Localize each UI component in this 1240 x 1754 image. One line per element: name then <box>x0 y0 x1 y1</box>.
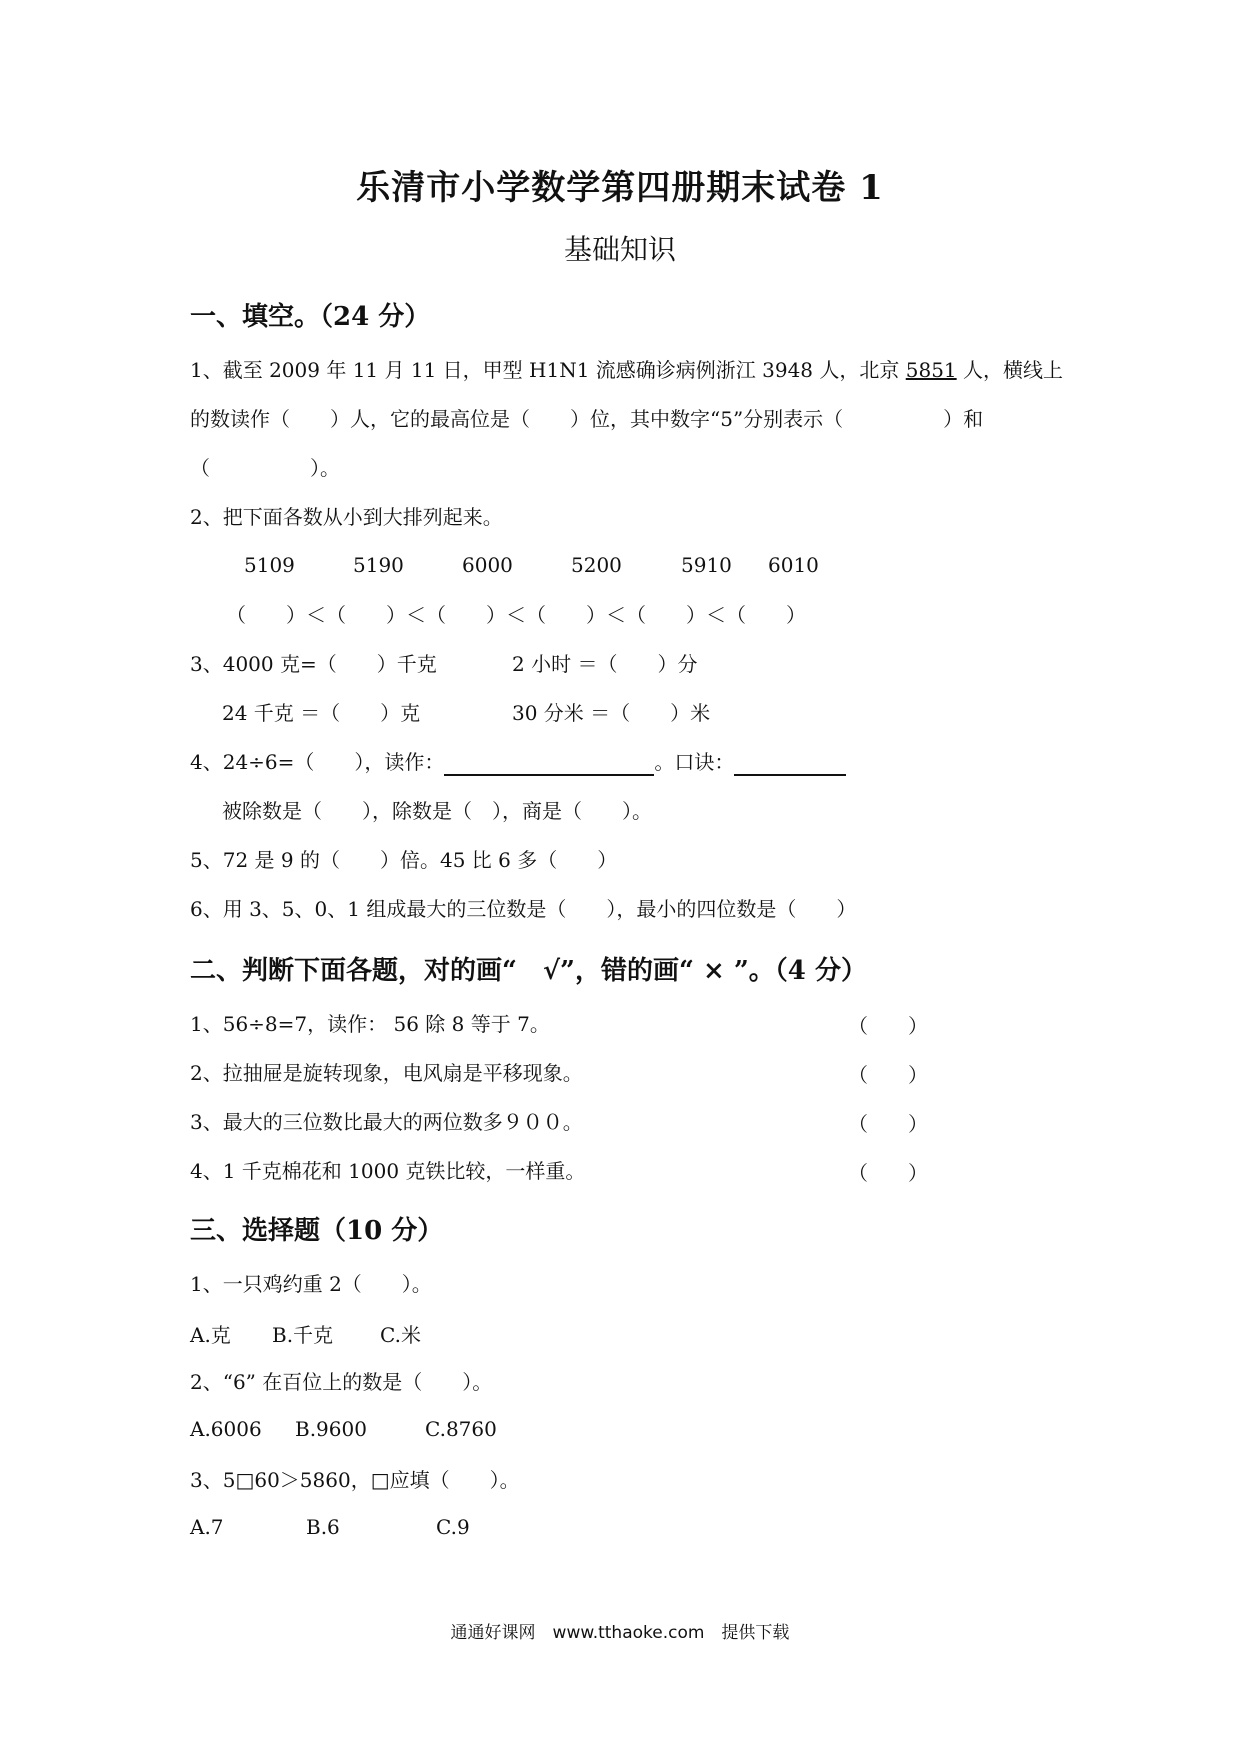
section3-heading: 三、选择题（10 分） <box>190 1216 444 1246</box>
mc-q2-text: 2、“6” 在百位上的数是（ ）。 <box>190 1370 493 1394</box>
q4-line1-text-b: 。口诀： <box>654 750 735 774</box>
mc-q3-text: 3、5□60＞5860，□应填（ ）。 <box>190 1468 520 1492</box>
q4-reading-blank[interactable] <box>444 752 654 776</box>
q2-number: 6010 <box>768 553 819 577</box>
q3-line2-a: 24 千克 ＝（ ）克 <box>222 701 421 725</box>
tf-item: 3、最大的三位数比最大的两位数多９００。 <box>190 1110 583 1134</box>
q1-line1-text-a: 1、截至 2009 年 11 月 11 日，甲型 H1N1 流感确诊病例浙江 3948 人，北京 <box>190 358 906 382</box>
tf-item: 4、1 千克棉花和 1000 克铁比较，一样重。 <box>190 1159 586 1183</box>
mc-option[interactable]: B.9600 <box>295 1417 367 1441</box>
mc-option[interactable]: A.克 <box>190 1323 231 1347</box>
q3-line2-b: 30 分米 ＝（ ）米 <box>512 701 711 725</box>
q4-line2: 被除数是（ ），除数是（ ），商是（ ）。 <box>222 799 652 823</box>
tf-answer-paren[interactable]: （ ） <box>848 1112 928 1136</box>
tf-answer-paren[interactable]: （ ） <box>848 1161 928 1185</box>
q1-underlined-number: 5851 <box>905 358 957 382</box>
q3-line1-b: 2 小时 ＝（ ）分 <box>512 652 698 676</box>
mc-option[interactable]: B.6 <box>306 1515 340 1539</box>
q1-line1 <box>190 356 1063 384</box>
tf-answer-paren[interactable]: （ ） <box>848 1063 928 1087</box>
mc-option[interactable]: A.6006 <box>190 1417 262 1441</box>
tf-item: 1、56÷8=7，读作： 56 除 8 等于 7。 <box>190 1012 550 1036</box>
tf-answer-paren[interactable]: （ ） <box>848 1014 928 1038</box>
q1-line3: （ ）。 <box>190 456 340 480</box>
mc-option[interactable]: B.千克 <box>272 1323 334 1347</box>
section1-heading: 一、填空。（24 分） <box>190 302 431 332</box>
page-subtitle: 基础知识 <box>563 233 676 266</box>
q5-text: 5、72 是 9 的（ ）倍。45 比 6 多（ ） <box>190 848 618 872</box>
mc-option[interactable]: C.米 <box>380 1323 421 1347</box>
q4-line1 <box>190 748 846 776</box>
q2-number: 5200 <box>571 553 622 577</box>
q4-rhyme-blank[interactable] <box>734 752 846 776</box>
q1-line1-text-b: 人，横线上 <box>956 358 1064 382</box>
q2-compare-blanks: （ ）＜（ ）＜（ ）＜（ ）＜（ ）＜（ ） <box>226 603 806 627</box>
q2-number: 5109 <box>244 553 295 577</box>
tf-item: 2、拉抽屉是旋转现象，电风扇是平移现象。 <box>190 1061 583 1085</box>
q2-number: 5190 <box>353 553 404 577</box>
mc-q1-text: 1、一只鸡约重 2（ ）。 <box>190 1272 432 1296</box>
q1-line2: 的数读作（ ）人，它的最高位是（ ）位，其中数字“5”分别表示（ ）和 <box>190 407 984 431</box>
q2-text: 2、把下面各数从小到大排列起来。 <box>190 505 503 529</box>
page-title: 乐清市小学数学第四册期末试卷 1 <box>356 168 884 208</box>
section2-heading: 二、判断下面各题，对的画“ √”，错的画“ × ”。（4 分） <box>190 956 867 986</box>
q6-text: 6、用 3、5、0、1 组成最大的三位数是（ ），最小的四位数是（ ） <box>190 897 857 921</box>
mc-option[interactable]: A.7 <box>190 1515 224 1539</box>
q3-line1-a: 3、4000 克=（ ）千克 <box>190 652 437 676</box>
mc-option[interactable]: C.8760 <box>425 1417 497 1441</box>
q2-number: 6000 <box>462 553 513 577</box>
q4-line1-text-a: 4、24÷6=（ ），读作： <box>190 750 445 774</box>
mc-option[interactable]: C.9 <box>436 1515 470 1539</box>
page-footer: 通通好课网 www.tthaoke.com 提供下载 <box>450 1623 790 1643</box>
q2-number: 5910 <box>681 553 732 577</box>
